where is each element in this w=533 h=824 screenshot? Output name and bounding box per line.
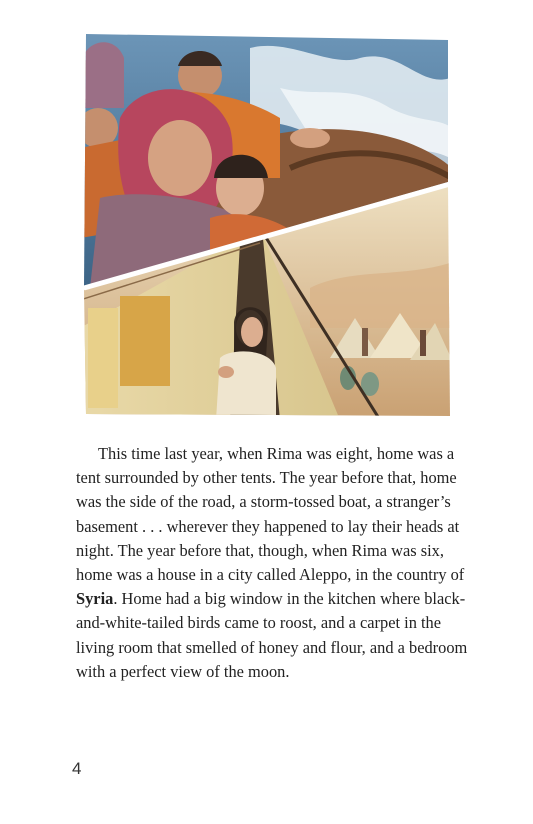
page-number: 4 <box>72 759 82 778</box>
story-paragraph <box>76 442 476 684</box>
story-illustration <box>80 28 455 420</box>
country-name-bold: Syria <box>76 589 114 609</box>
story-text-after: . Home had a big window in the kitchen where black-and-white-tailed birds came to roost, and a carpet in the living room that smelled of honey and flour, and a bedroom with a perfect view of the moon. <box>76 589 468 681</box>
story-text-before: This time last year, when Rima was eight, home was a tent surrounded by other tents. The year before that, home was the side of the road, a storm-tossed boat, a stranger’s basement . . . wherever they happened to lay their heads at night. The year before that, though, when Rima was six, home was a house in a city called Aleppo, in the country of <box>76 444 465 585</box>
